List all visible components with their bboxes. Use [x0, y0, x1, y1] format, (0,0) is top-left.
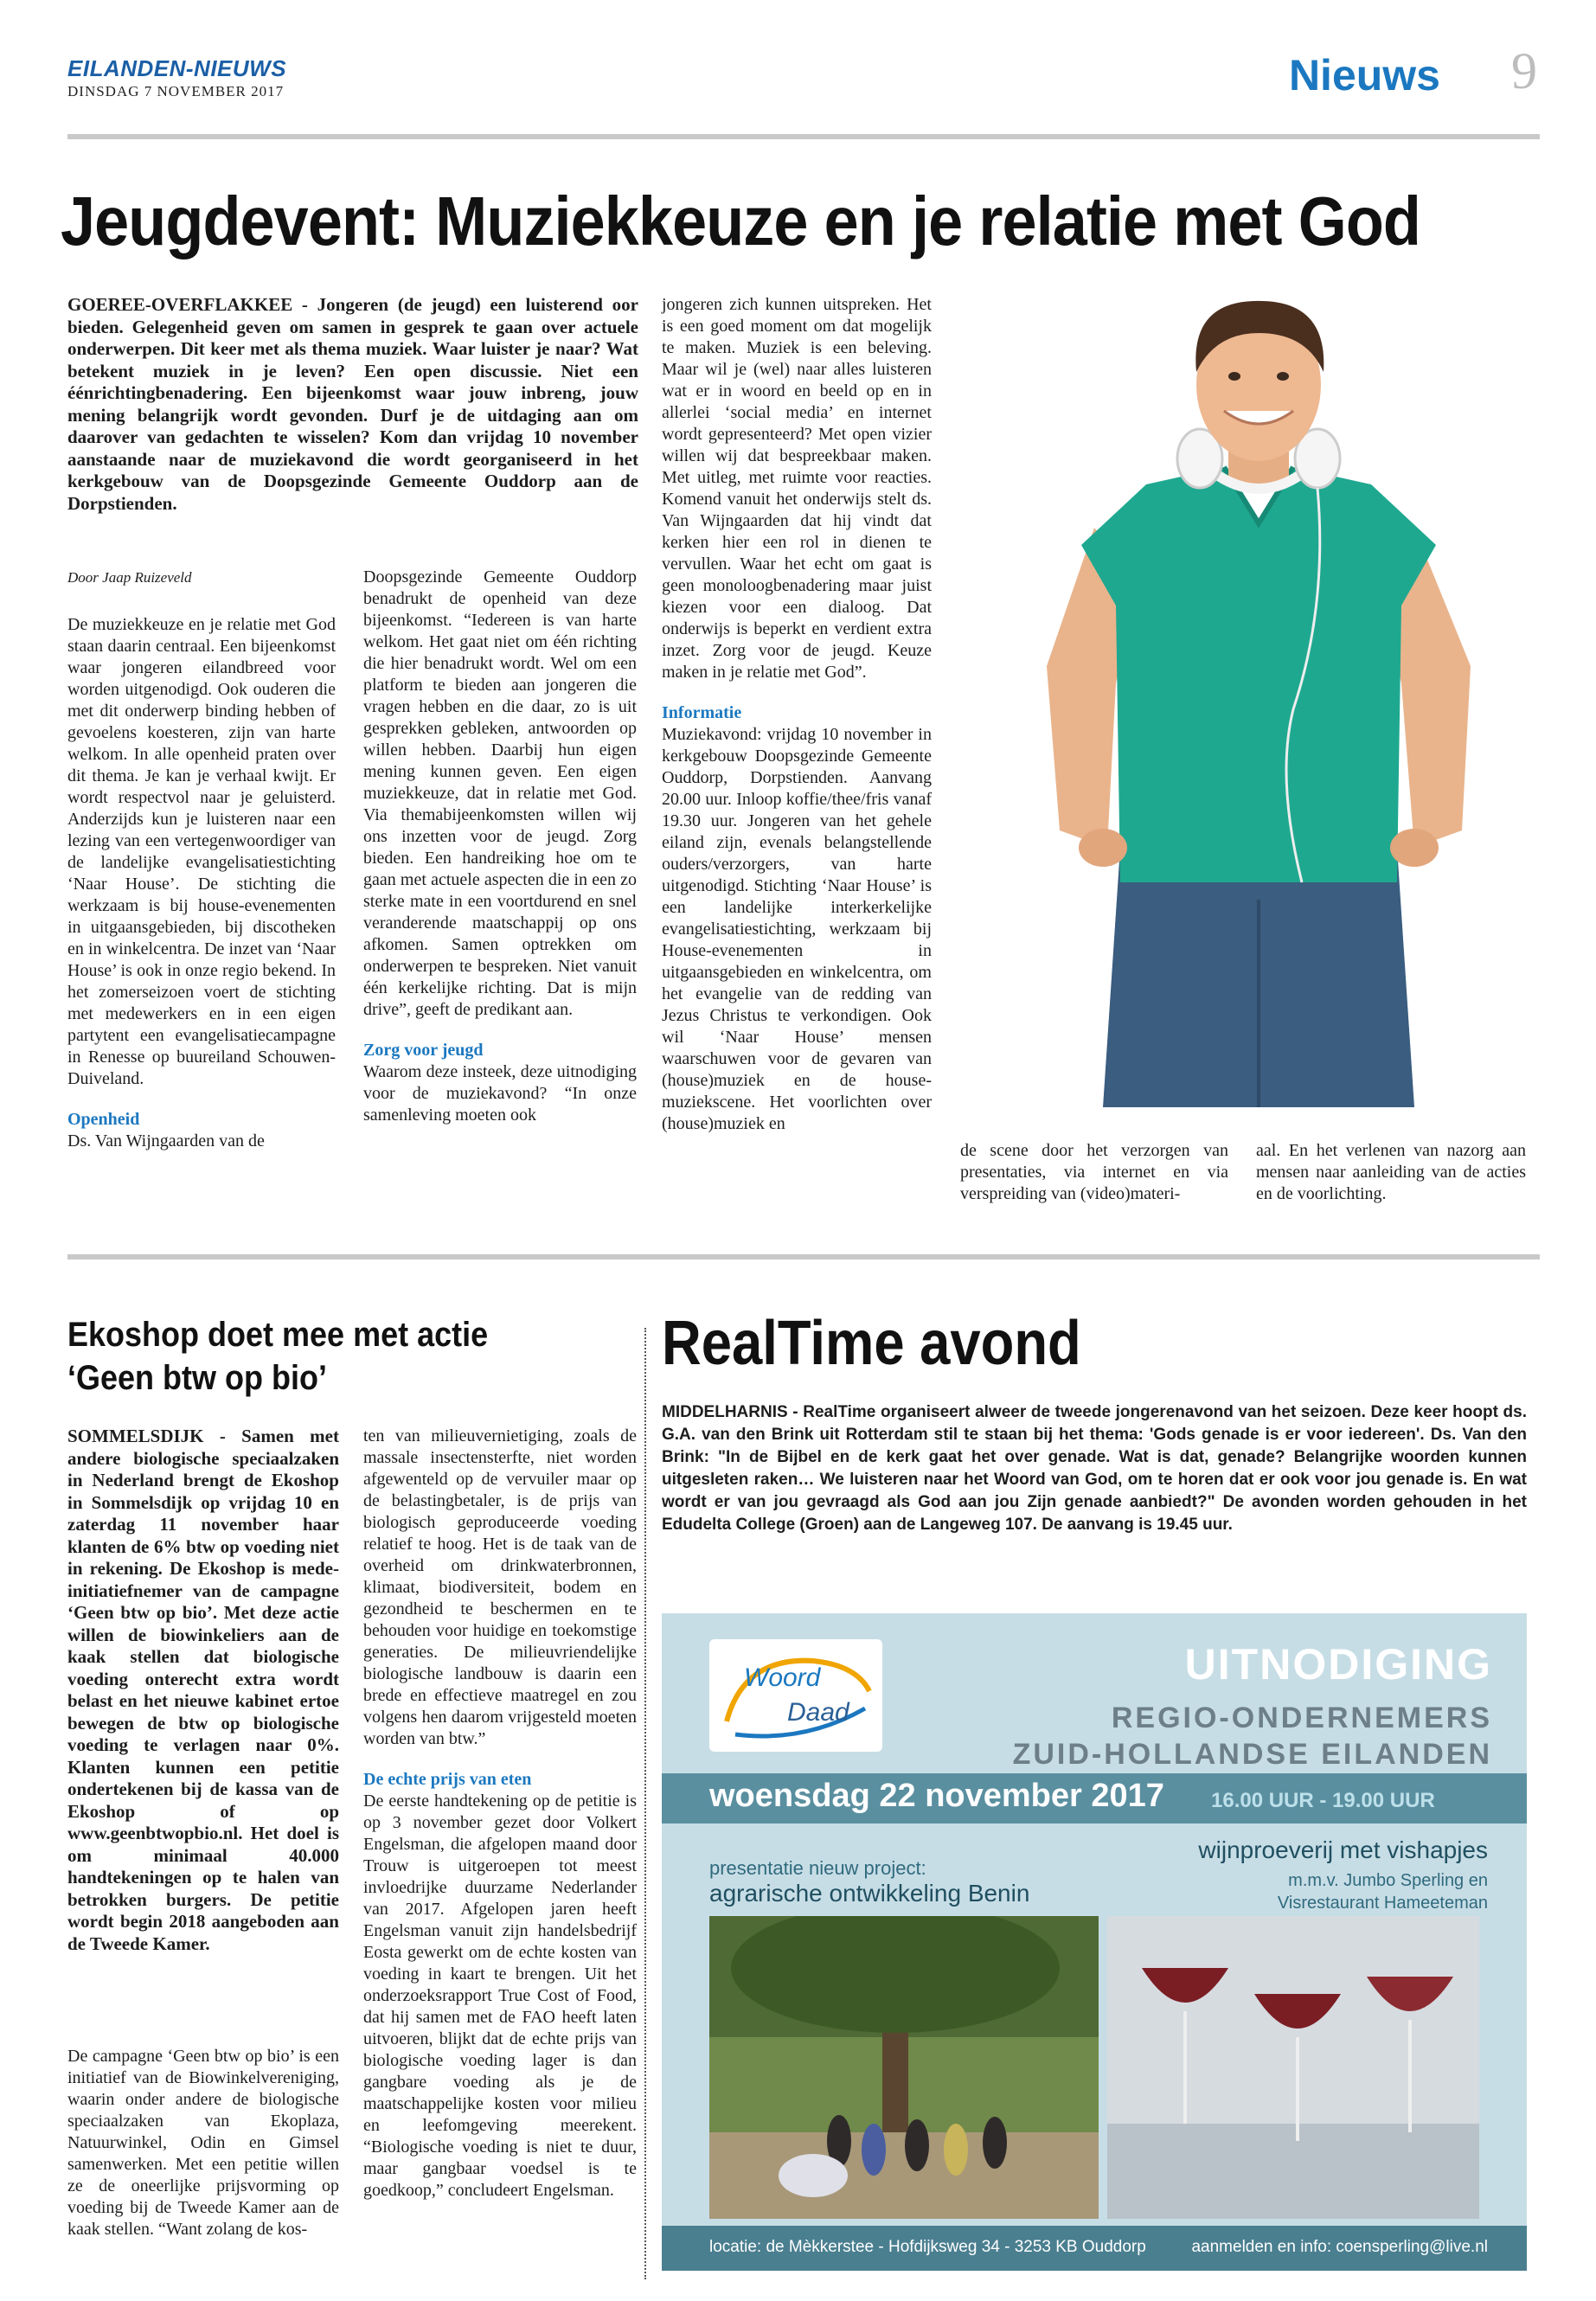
- paragraph: Waarom deze insteek, deze uitnodiging voor de muziekavond? “In onze samenleving moeten ook: [363, 1062, 637, 1125]
- ad-title: UITNODIGING: [1184, 1640, 1492, 1689]
- ad-registration: aanmelden en info: coensperling@live.nl: [1191, 2238, 1488, 2256]
- article-headline: Jeugdevent: Muziekkeuze en je relatie met God: [61, 183, 1420, 260]
- byline: Door Jaap Ruizeveld: [67, 569, 192, 586]
- paragraph: Muziekavond: vrijdag 10 november in kerkgebouw Doopsgezinde Gemeente Ouddorp, Dorpstienden. Aanvang 20.00 uur. Inloop koffie/thee/fris vanaf 19.30 uur. Jongeren van het gehele eiland zijn, evenals belangstellende ouders/verzorgers, van harte uitgenodigd. Stichting ‘Naar House’ is een landelijke interkerkelijke evangelisatiestichting, werkzaam bij House-evenementen in uitgaansgebieden en winkelcentra, om het evangelie van de redding van Jezus Christus te verkondigen. Ook wil ‘Naar House’ mensen waarschuwen voor de gevaren van (house)muziek en de house-muziekscene. Het voorlichten over (house)muziek en: [662, 725, 932, 1133]
- ekoshop-headline: Ekoshop doet mee met actie ‘Geen btw op bio’: [67, 1316, 489, 1397]
- woord-daad-logo: [709, 1639, 882, 1752]
- realtime-headline: RealTime avond: [662, 1309, 1081, 1378]
- masthead: EILANDEN-NIEUWS: [67, 55, 287, 81]
- ad-date: woensdag 22 november 2017: [709, 1778, 1164, 1814]
- ad-time: 16.00 UUR - 19.00 UUR: [1211, 1789, 1435, 1812]
- paragraph: De muziekkeuze en je relatie met God staan daarin centraal. Een bijeenkomst waar jongeren eilandbreed voor worden uitgenodigd. Ook ouderen die met dit onderwerp binding hebben of gevoelens koesteren, zijn van harte welkom. In alle openheid praten over dit thema. Je kan je verhaal kwijt. Er wordt respectvol naar je geluisterd. Anderzijds kun je luisteren naar een lezing van een vertegenwoordiger van de landelijke evangelisatiestichting ‘Naar House’. De stichting die werkzaam is bij house-evenementen in uitgaansgebieden, bij discotheken en in winkelcentra. De inzet van ‘Naar House’ is ook in onze regio bekend. In het zomerseizoen voert de stichting met medewerkers en in een eigen partytent een evangelisatiecampagne in Renesse op buureiland Schouwen-Duiveland.: [67, 615, 336, 1088]
- subheading-zorg: Zorg voor jeugd: [363, 1041, 484, 1060]
- ekoshop-lead: SOMMELSDIJK - Samen met andere biologische speciaalzaken in Nederland brengt de Ekoshop in Sommelsdijk op vrijdag 10 en zaterdag 11 november haar klanten de 6% btw op voeding niet in rekening. De Ekoshop is mede-initiatiefnemer van de campagne ‘Geen btw op bio’. Met deze actie willen de biowinkeliers aan de kaak stellen dat biologische voeding onterecht extra wordt belast en het nieuwe kabinet ertoe bewegen de btw op biologische voeding te verlagen naar 0%. Klanten kunnen een petitie ondertekenen bij de kassa van de Ekoshop of op www.geenbtwopbio.nl. Het doel is om minimaal 40.000 handtekeningen op te halen van betrokken burgers. De petitie wordt begin 2018 aangeboden aan de Tweede Kamer.: [67, 1426, 339, 1954]
- ad-subtitle: [1013, 1700, 1492, 1772]
- ekoshop-column-1: [67, 2046, 339, 2240]
- project-title: agrarische ontwikkeling Benin: [709, 1880, 1030, 1907]
- partner-line: Visrestaurant Hameeteman: [1277, 1894, 1488, 1913]
- article-column-2: [363, 567, 637, 1126]
- wine-tasting-partners: [1278, 1869, 1488, 1914]
- article-intro: GOEREE-OVERFLAKKEE - Jongeren (de jeugd) een luisterend oor bieden. Gelegenheid geven om samen in gesprek te gaan over actuele onderwerpen. Dit keer met als thema muziek. Waar luister je naar? Wat betekent muziek in je leven? Een open discussie. Niet een éénrichtingbenadering. Een bijeenkomst waar jouw inbreng, jouw mening belangrijk wordt gevonden. Durf je de uitdaging aan om daarover van gedachten te wisselen? Kom dan vrijdag 10 november aanstaande naar de muziekavond die wordt georganiseerd in het kerkgebouw van de Doopsgezinde Gemeente Ouddorp aan de Dorpstienden.: [67, 294, 638, 514]
- ad-subtitle-line: REGIO-ONDERNEMERS: [1111, 1702, 1492, 1734]
- subheading-openheid: Openheid: [67, 1110, 140, 1129]
- advertisement: [662, 1613, 1527, 2271]
- article-column-1: [67, 567, 336, 1152]
- paragraph: De eerste handtekening op de petitie is op 3 november gezet door Volkert Engelsman, die afgelopen maand door Trouw is uitgeroepen tot meest invloedrijke duurzame Nederlander van 2017. Afgelopen jaren heeft Engelsman vanuit zijn handelsbedrijf Eosta gewerkt om de echte kosten van voeding in kaart te brengen. Uit het onderzoeksrapport True Cost of Food, dat hij samen met de FAO heeft laten uitvoeren, blijkt dat de echte prijs van biologische voeding lager is dan gangbare voeding als je de maatschappelijke kosten voor milieu en leefomgeving meerekent. “Biologische voeding is niet te duur, maar gangbaar voedsel is te goedkoop,” concludeert Engelsman.: [363, 1791, 637, 2200]
- publication-date: DINSDAG 7 NOVEMBER 2017: [67, 83, 285, 99]
- benin-village-photo: [709, 1916, 1099, 2219]
- project-label: presentatie nieuw project:: [709, 1857, 926, 1879]
- paragraph: Doopsgezinde Gemeente Ouddorp benadrukt de openheid van deze bijeenkomst. “Iedereen is van harte welkom. Het gaat niet om één richting die hier benadrukt wordt. Wel om een platform te bieden aan jongeren die vragen hebben en die daar, zo is uit gesprekken gebleken, antwoorden op willen hebben. Daarbij hun eigen mening kunnen geven. Een eigen muziekkeuze, dat in relatie met God. Via themabijeenkomsten willen wij ons inzetten voor de jeugd. Zorg bieden. Een handreiking hoe om te gaan met actuele aspecten die in een zo sterke mate in een voortdurend en snel veranderende maatschappij op ons afkomen. Samen optrekken om onderwerpen te bespreken. Niet vanuit één kerkelijke richting. Dat is mijn drive”, geeft de predikant aan.: [363, 567, 637, 1019]
- subheading-echte-prijs: De echte prijs van eten: [363, 1770, 532, 1789]
- partner-line: m.m.v. Jumbo Sperling en: [1288, 1871, 1488, 1890]
- logo-word-2: Daad: [787, 1698, 849, 1727]
- header-rule: [67, 134, 1540, 139]
- teen-headphones-photo: [965, 294, 1553, 1107]
- logo-swoosh-icon: [709, 1639, 882, 1752]
- ad-subtitle-line: ZUID-HOLLANDSE EILANDEN: [1012, 1738, 1492, 1771]
- wine-tasting-title: wijnproeverij met visha​pjes: [1198, 1836, 1488, 1863]
- subheading-informatie: Informatie: [662, 703, 742, 722]
- wine-glasses-photo: [1107, 1916, 1479, 2219]
- paragraph: jongeren zich kunnen uitspreken. Het is een goed moment om dat mogelijk te maken. Muziek is een beleving. Maar wil je (wel) naar alles luisteren wat er in woord en beeld op en in allerlei ‘social media’ en internet wordt gepresenteerd? Met open vizier willen wij dat bespreekbaar maken. Met uitleg, met ruimte voor reacties. Komend vanuit het onderwijs stelt ds. Van Wijngaarden dat hij vindt dat kerken hier een rol in dienen te vervullen. Waar het echt om gaat is geen monoloogbenadering maar juist kiezen voor een dialoog. Dat onderwijs is beperkt en verdient extra inzet. Zorg voor de jeugd. Keuze maken in je relatie met God”.: [662, 295, 932, 682]
- article-column-5: [1256, 1140, 1526, 1205]
- article-column-3: [662, 294, 932, 1135]
- page-number: 9: [1511, 42, 1537, 99]
- paragraph: aal. En het verlenen van nazorg aan mensen naar aanleiding van de acties en de voorlichting.: [1256, 1141, 1526, 1203]
- paragraph: de scene door het verzorgen van presentaties, via internet en via verspreiding van (video)materi-: [960, 1141, 1228, 1203]
- ad-location: locatie: de Mèkkerstee - Hofdijksweg 34 - 3253 KB Ouddorp: [709, 2238, 1146, 2256]
- section-rule: [67, 1254, 1540, 1259]
- realtime-body: MIDDELHARNIS - RealTime organiseert alweer de tweede jongerenavond van het seizoen. Deze keer hoopt ds. G.A. van den Brink uit Rotterdam stil te staan bij het thema: 'Gods genade is er voor iedereen'. Ds. Van den Brink: "In de Bijbel en de kerk gaat het over genade. Wat is dat, genade? Belangrijke woorden kunnen uitgesleten raken… We luisteren naar het Woord van God, om te horen dat er ook voor jou genade is. En wat wordt er van jou gevraagd als God aan jou Zijn genade aanbiedt?" De avonden worden gehouden in het Edudelta College (Groen) aan de Langeweg 107. De aanvang is 19.45 uur.: [662, 1403, 1527, 1534]
- logo-word-1: Woord: [744, 1663, 821, 1692]
- article-column-4: [960, 1140, 1228, 1205]
- paragraph: ten van milieuvernietiging, zoals de massale insectensterfte, niet worden afgewenteld op de vervuiler maar op de belastingbetaler, is de prijs van biologisch geproduceerde voeding relatief te hoog. Het is de taak van de overheid om drinkwaterbronnen, klimaat, biodiversiteit, bodem en gezondheid te beschermen en te behouden voor huidige en toekomstige generaties. De milieuvriendelijke biologische landbouw is daarin een brede en effectieve maatregel en zou volgens hen daarom vrijgesteld moeten worden van btw.”: [363, 1426, 637, 1748]
- section-label: Nieuws: [1288, 51, 1440, 99]
- paragraph: De campagne ‘Geen btw op bio’ is een initiatief van de Biowinkelvereniging, waarin onder andere de biologische speciaalzaken van Ekoplaza, Natuurwinkel, Odin en Gimsel samenwerken. Met een petitie willen ze de oneerlijke prijsvorming op voeding bij de Tweede Kamer aan de kaak stellen. “Want zolang de kos-: [67, 2047, 339, 2239]
- column-separator: [644, 1328, 646, 2279]
- ekoshop-column-2: [363, 1426, 637, 2202]
- paragraph: Ds. Van Wijngaarden van de: [67, 1131, 265, 1150]
